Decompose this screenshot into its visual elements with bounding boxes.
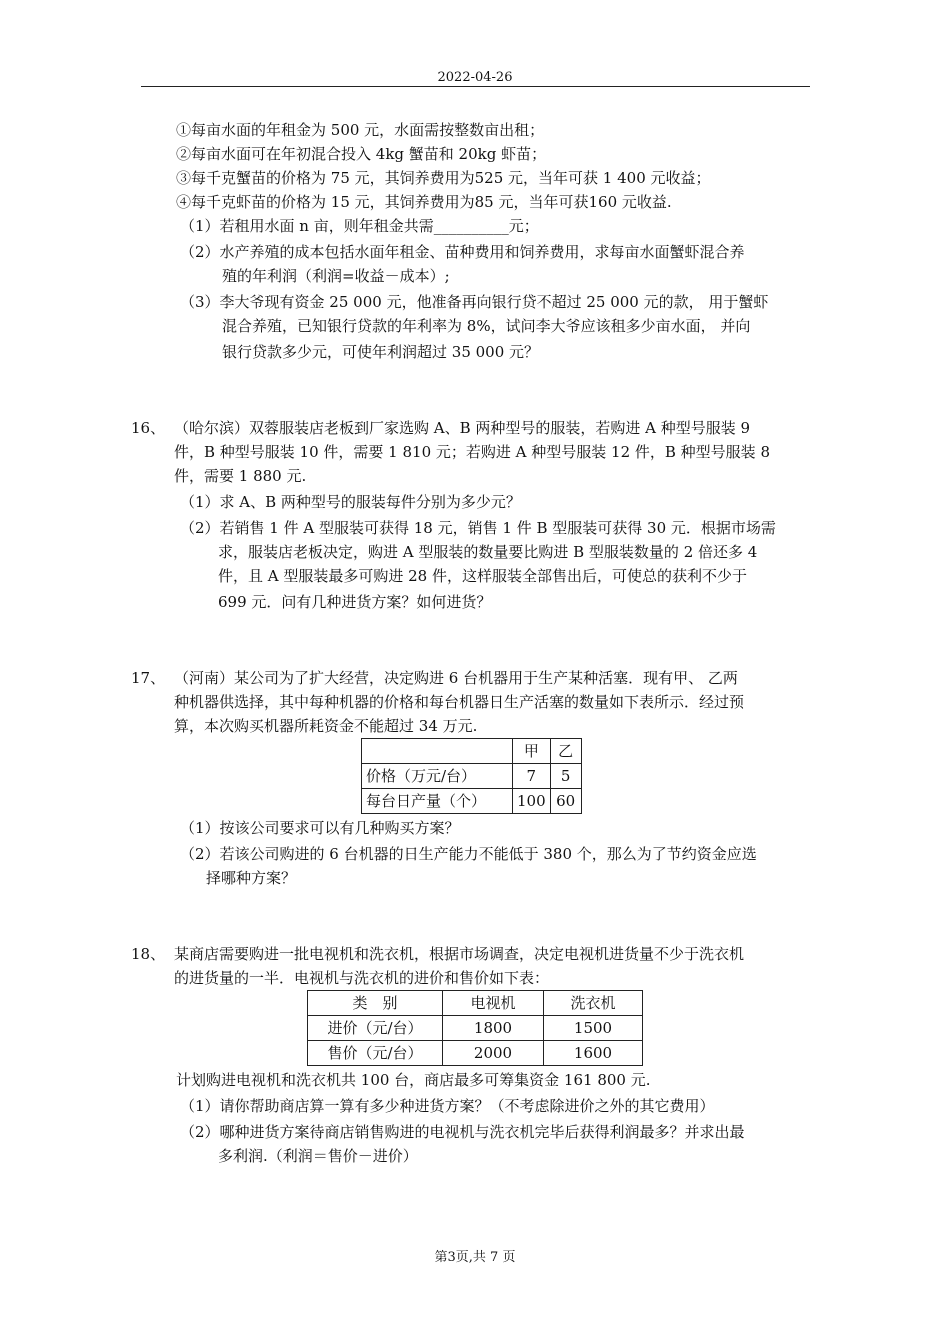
table-header-cell: 乙 — [550, 739, 581, 764]
table-cell: 1500 — [544, 1016, 643, 1041]
q15-part-3: （3）李大爷现有资金 25 000 元，他准备再向银行贷不超过 25 000 元的款， 用于蟹虾 — [180, 293, 769, 311]
table-row — [362, 789, 582, 814]
q17-stem-1: （河南）某公司为了扩大经营，决定购进 6 台机器用于生产某种活塞．现有甲、 乙两 — [174, 669, 738, 687]
q16-number: 16、 — [131, 419, 166, 437]
table-header-cell: 类 别 — [308, 991, 443, 1016]
q15-condition-4: ④每千克虾苗的价格为 15 元，其饲养费用为85 元，当年可获160 元收益. — [176, 193, 672, 211]
q15-part-3-cont-2: 银行贷款多少元，可使年利润超过 35 000 元？ — [222, 343, 540, 361]
q15-part-1: （1）若租用水面 n 亩，则年租金共需__________元； — [180, 217, 539, 235]
q16-part-1: （1）求 A、B 两种型号的服装每件分别为多少元？ — [180, 493, 521, 511]
table-cell: 价格（万元/台） — [362, 764, 513, 789]
q15-condition-2: ②每亩水面可在年初混合投入 4kg 蟹苗和 20kg 虾苗； — [176, 145, 547, 163]
header-date: 2022-04-26 — [437, 70, 513, 85]
q18-part-2-cont: 多利润.（利润＝售价－进价） — [218, 1147, 418, 1165]
header-rule — [141, 86, 810, 87]
table-row — [362, 739, 582, 764]
table-cell: 2000 — [443, 1041, 544, 1066]
table-cell: 每台日产量（个） — [362, 789, 513, 814]
q18-plan-statement: 计划购进电视机和洗衣机共 100 台，商店最多可筹集资金 161 800 元. — [176, 1071, 651, 1089]
q16-stem-3: 件，需要 1 880 元. — [174, 467, 307, 485]
q16-stem-2: 件，B 种型号服装 10 件，需要 1 810 元；若购进 A 种型号服装 12 件，B 种型号服装 8 — [174, 443, 770, 461]
q16-part-2-cont-3: 699 元．问有几种进货方案？如何进货？ — [218, 593, 492, 611]
q16-part-2-cont-2: 件，且 A 型服装最多可购进 28 件，这样服装全部售出后，可使总的获利不少于 — [218, 567, 747, 585]
q15-condition-1: ①每亩水面的年租金为 500 元，水面需按整数亩出租； — [176, 121, 545, 139]
q15-part-3-cont-1: 混合养殖，已知银行贷款的年利率为 8%，试问李大爷应该租多少亩水面， 并向 — [222, 317, 751, 335]
q17-part-2-cont: 择哪种方案？ — [206, 869, 297, 887]
table-row — [362, 764, 582, 789]
table-cell: 60 — [550, 789, 581, 814]
table-cell: 进价（元/台） — [308, 1016, 443, 1041]
table-cell — [362, 739, 513, 764]
q17-part-2: （2）若该公司购进的 6 台机器的日生产能力不能低于 380 个，那么为了节约资金应选 — [180, 845, 757, 863]
table-header-cell: 洗衣机 — [544, 991, 643, 1016]
q18-stem-1: 某商店需要购进一批电视机和洗衣机，根据市场调查，决定电视机进货量不少于洗衣机 — [174, 945, 745, 963]
table-header-cell: 电视机 — [443, 991, 544, 1016]
table-cell: 1600 — [544, 1041, 643, 1066]
table-row — [308, 991, 643, 1016]
q15-part-2: （2）水产养殖的成本包括水面年租金、苗种费用和饲养费用，求每亩水面蟹虾混合养 — [180, 243, 745, 261]
table-cell: 5 — [550, 764, 581, 789]
q17-stem-2: 种机器供选择，其中每种机器的价格和每台机器日生产活塞的数量如下表所示．经过预 — [174, 693, 745, 711]
q17-part-1: （1）按该公司要求可以有几种购买方案？ — [180, 819, 460, 837]
q17-number: 17、 — [131, 669, 166, 687]
table-row — [308, 1041, 643, 1066]
q18-part-1: （1）请你帮助商店算一算有多少种进货方案？（不考虑除进价之外的其它费用） — [180, 1097, 715, 1115]
table-cell: 1800 — [443, 1016, 544, 1041]
q15-condition-3: ③每千克蟹苗的价格为 75 元，其饲养费用为525 元，当年可获 1 400 元收益； — [176, 169, 711, 187]
q18-price-table — [307, 990, 643, 1066]
table-row — [308, 1016, 643, 1041]
table-cell: 7 — [513, 764, 551, 789]
q18-number: 18、 — [131, 945, 166, 963]
q18-stem-2: 的进货量的一半．电视机与洗衣机的进价和售价如下表： — [174, 969, 550, 987]
q17-stem-3: 算，本次购买机器所耗资金不能超过 34 万元. — [174, 717, 478, 735]
q16-part-2: （2）若销售 1 件 A 型服装可获得 18 元，销售 1 件 B 型服装可获得 30 元．根据市场需 — [180, 519, 776, 537]
q18-part-2: （2）哪种进货方案待商店销售购进的电视机与洗衣机完毕后获得利润最多？并求出最 — [180, 1123, 745, 1141]
q16-part-2-cont-1: 求，服装店老板决定，购进 A 型服装的数量要比购进 B 型服装数量的 2 倍还多 4 — [218, 543, 758, 561]
table-cell: 100 — [513, 789, 551, 814]
q15-part-2-cont: 殖的年利润（利润=收益－成本）; — [222, 267, 450, 285]
table-header-cell: 甲 — [513, 739, 551, 764]
page-number: 第3页,共 7 页 — [434, 1250, 516, 1265]
q16-stem-1: （哈尔滨）双蓉服装店老板到厂家选购 A、B 两种型号的服装，若购进 A 种型号服装 9 — [174, 419, 751, 437]
table-cell: 售价（元/台） — [308, 1041, 443, 1066]
q17-machine-table — [361, 738, 582, 814]
